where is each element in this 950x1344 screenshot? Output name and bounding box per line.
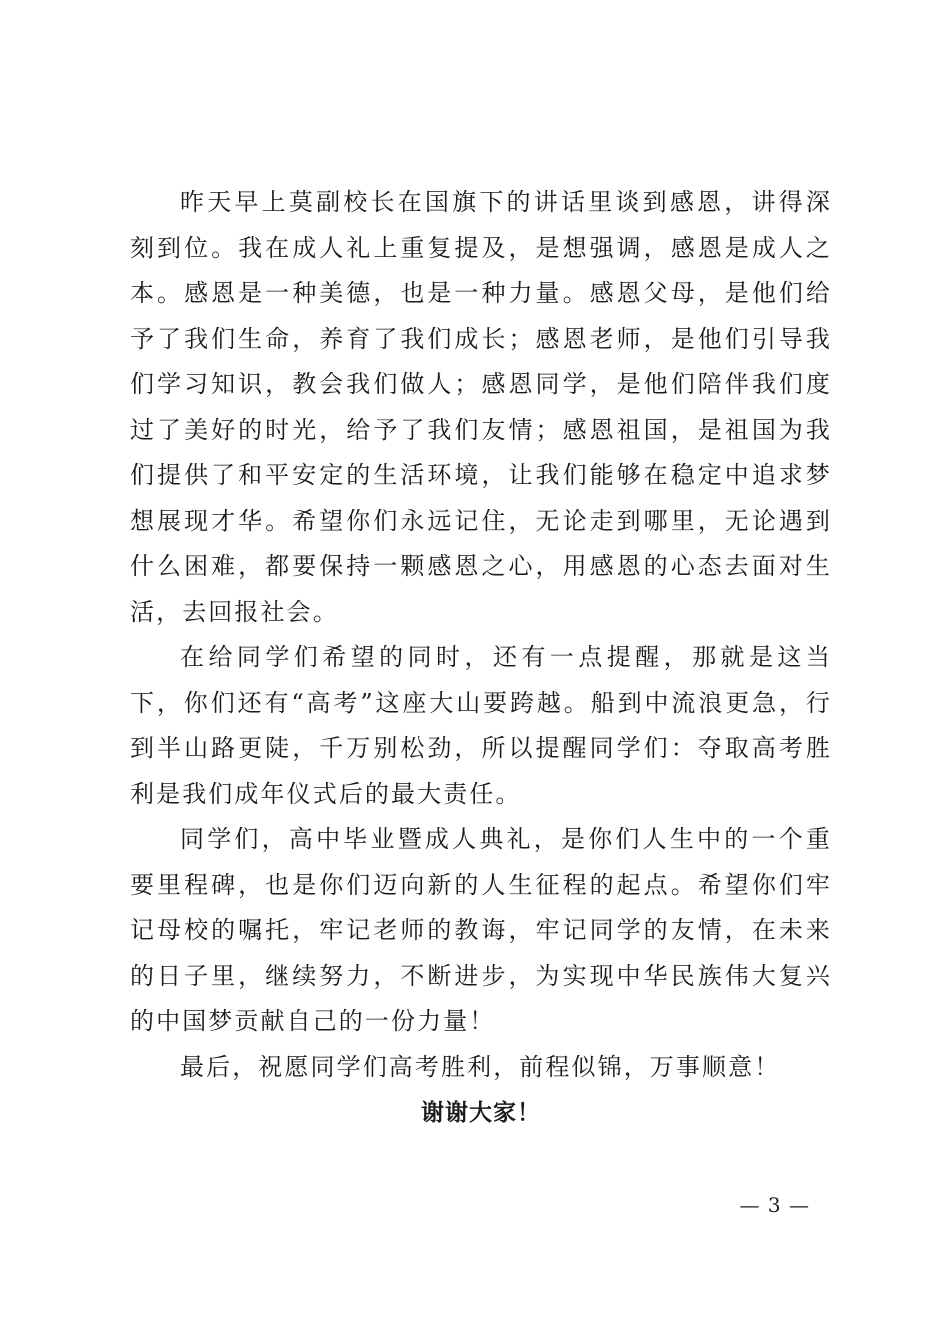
paragraph-milestone: 同学们，高中毕业暨成人典礼，是你们人生中的一个重要里程碑，也是你们迈向新的人生征程的起点。希望你们牢记母校的嘱托，牢记老师的教诲，牢记同学的友情，在未来的日子里，继续努力，不断进步，为实现中华民族伟大复兴的中国梦贡献自己的一份力量！	[130, 825, 832, 1035]
speech-body	[130, 180, 832, 1135]
paragraph-gratitude: 昨天早上莫副校长在国旗下的讲话里谈到感恩，讲得深刻到位。我在成人礼上重复提及，是想强调，感恩是成人之本。感恩是一种美德，也是一种力量。感恩父母，是他们给予了我们生命，养育了我们成长；感恩老师，是他们引导我们学习知识，教会我们做人；感恩同学，是他们陪伴我们度过了美好的时光，给予了我们友情；感恩祖国，是祖国为我们提供了和平安定的生活环境，让我们能够在稳定中追求梦想展现才华。希望你们永远记住，无论走到哪里，无论遇到什么困难，都要保持一颗感恩之心，用感恩的心态去面对生活，去回报社会。	[130, 188, 832, 626]
paragraph-blessing: 最后，祝愿同学们高考胜利，前程似锦，万事顺意！	[180, 1052, 781, 1081]
paragraph-exam-reminder: 在给同学们希望的同时，还有一点提醒，那就是这当下，你们还有“高考”这座大山要跨越。船到中流浪更急，行到半山路更陡，千万别松劲，所以提醒同学们：夺取高考胜利是我们成年仪式后的最大责任。	[130, 643, 832, 808]
page-number: — 3 —	[739, 1193, 810, 1217]
closing-thanks: 谢谢大家！	[421, 1099, 541, 1126]
